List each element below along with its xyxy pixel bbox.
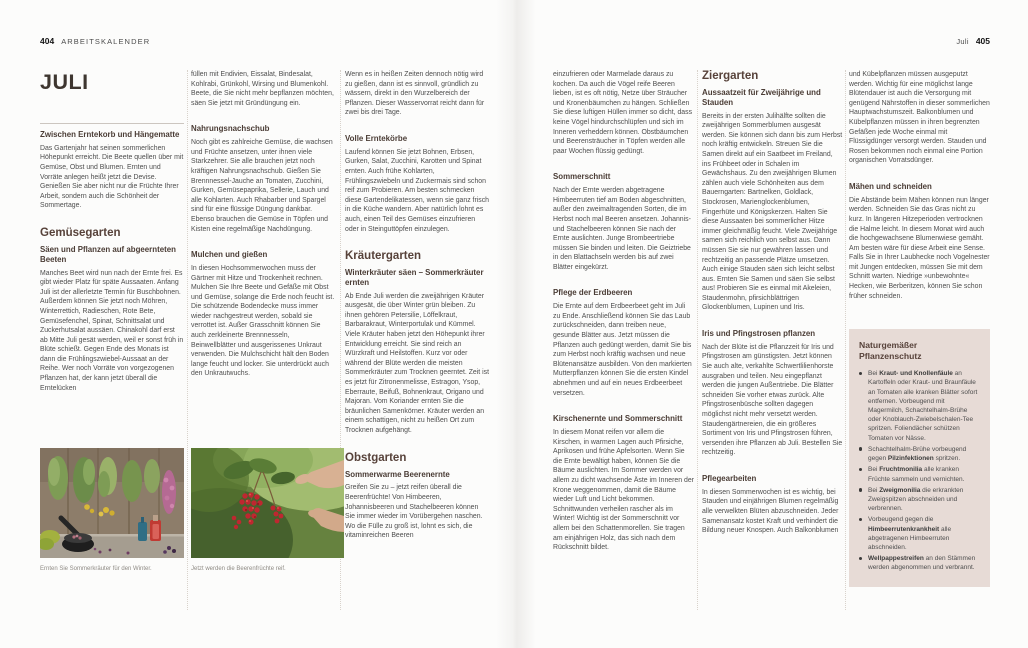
paragraph-giessen: Wenn es in heißen Zeiten dennoch nötig wird zu gießen, dann ist es sinnvoll, gründlich zu wässern, direkt in den Wurzelbereich der Pflanzen. Dieser Wasservorrat reicht dann für zwei bis drei Tage. <box>345 71 485 117</box>
paragraph-ernte: Laufend können Sie jetzt Bohnen, Erbsen, Gurken, Salat, Zucchini, Karotten und Spinat ernten. Auch frühe Kohlarten, Frühlingszwiebeln und Zuckermais sind schon reif zum Probieren. Am besten schmecken diese Gartendelikatessen, wenn sie ganz frisch in die Küche wandern. Aber natürlich lohnt es auch, einen Teil des Gemüses einzufrieren oder in Steinguttöpfen einzulegen. <box>345 148 490 233</box>
plant-protection-list <box>859 369 980 572</box>
plant-protection-item: Wellpappestreifen an den Stämmen werden abgenommen und verbrannt. <box>859 554 980 572</box>
subheading-saeen-pflanzen: Säen und Pflanzen auf abgeernteten Beeten <box>40 244 176 264</box>
paragraph-maehen: Die Abstände beim Mähen können nun länger werden. Schneiden Sie das Gras nicht zu kurz. In längeren Hitzeperioden vertrocknen die Halme leicht. In diesem Monat wird auch die hochgewachsene Blumenwiese gemäht. Am besten wäre für diese Arbeit eine Sense. Falls Sie in Ihrer Laubhecke noch Vogelnester mit Jungen entdecken, müssen Sie mit dem Schnitt warten. Niedrige »unbewohnte« Hecken, wie Berberitzen, können Sie schon früher schneiden. <box>849 196 990 300</box>
bullet-icon <box>859 372 862 375</box>
plant-protection-item: Bei Zweigmonilia die erkrankten Zweigspitzen abschneiden und verbrennen. <box>859 486 980 514</box>
column-3 <box>345 70 490 541</box>
month-title: JULI <box>40 70 89 94</box>
photo-caption-herbs: Ernten Sie Sommerkräuter für den Winter. <box>40 566 152 572</box>
subheading-winterkraeuter: Winterkräuter säen – Sommerkräuter ernten <box>345 268 484 287</box>
page-gutter <box>496 0 536 648</box>
column-5 <box>702 70 843 536</box>
bullet-icon <box>859 518 862 521</box>
plant-protection-title: Naturgemäßer Pflanzenschutz <box>859 340 922 361</box>
column-2 <box>191 70 335 379</box>
plant-protection-item: Schachtelhalm-Brühe vorbeugend gegen Pilzinfektionen spritzen. <box>859 445 980 463</box>
paragraph-kirschenernte: In diesem Monat reifen vor allem die Kirschen, in warmen Lagen auch Pfirsiche, Aprikosen und frühe Apfelsorten. Wenn Sie die Ernte bewältigt haben, können Sie die Bäume auslichten. Im Sommer werden vor allem zu dicht wachsende Äste im Inneren der Krone weggenommen, damit die Bäume wieder Luft und Licht bekommen. Schnittwunden verheilen rascher als im Winter! Wichtig ist der Sommerschnitt vor allem bei den Schattenmorellen. Sie tragen am einjährigen Holz, das sich nach dem Rückschnitt bildet. <box>553 429 694 552</box>
paragraph-nahrung: Noch gibt es zahlreiche Gemüse, die wachsen und Früchte ansetzen, unter ihnen viele Starkzehrer. Sie alle brauchen jetzt noch kräftigen Nahrungsnachschub. Gießen Sie Brennnessel-Jauche an Tomaten, Zucchini, Gurken, Gemüsepaprika, Sellerie, Lauch und alle Kohlarten. Auch Rhabarber und Spargel sind für eine flüssige Düngung dankbar. Ebenso brauchen die Gemüse in Töpfen und Kisten eine regelmäßige Nachdüngung. <box>191 139 333 233</box>
column-divider <box>845 70 846 610</box>
subheading-erdbeeren: Pflege der Erdbeeren <box>553 288 633 298</box>
subheading-maehen: Mähen und schneiden <box>849 181 932 191</box>
column-6 <box>849 70 990 587</box>
bullet-icon <box>859 557 862 560</box>
paragraph-sommerschnitt: Nach der Ernte werden abgetragene Himbeerruten tief am Boden abgeschnitten, außer den zweimaltragenden Sorten, die im Herbst noch mal Beeren ansetzen. Johannis- und Stachelbeeren können Sie nach der Ernte auslichten. Junge Brombeertriebe müssen Sie binden und leiten. Die Geiztriebe in den Blattachseln werden bis auf zwei Blätter eingekürzt. <box>553 187 691 271</box>
bullet-icon <box>859 488 862 491</box>
plant-protection-box <box>849 329 990 586</box>
column-4 <box>553 70 694 553</box>
photo-currant-harvest <box>191 448 344 558</box>
bullet-icon <box>859 468 862 471</box>
subheading-nahrungsnachschub: Nahrungsnachschub <box>191 124 270 134</box>
subheading-erntekoerbe: Volle Erntekörbe <box>345 133 408 143</box>
subheading-intro: Zwischen Erntekorb und Hängematte <box>40 123 184 140</box>
section-heading-gemuesegarten: Gemüsegarten <box>40 226 121 239</box>
column-divider <box>187 70 188 610</box>
subheading-iris-pfingstrosen: Iris und Pfingstrosen pflanzen <box>702 329 816 339</box>
section-heading-obstgarten: Obstgarten <box>345 451 407 464</box>
page-header-left <box>40 36 150 46</box>
paragraph-intro: Das Gartenjahr hat seinen sommerlichen Höhepunkt erreicht. Die Beete quellen über mit Gemüse, Obst und Blumen. Ernten und Vorräte anlegen heißt jetzt die Devise. Genießen Sie aber nicht nur die Früchte Ihrer Arbeit, sondern auch die Schönheit der Sommertage. <box>40 144 184 210</box>
paragraph-continuation: einzufrieren oder Marmelade daraus zu kochen. Da auch die Vögel reife Beeren lieben, ist es oft nötig, Netze über Sträucher und Kronenbäumchen zu hängen. Schließen Sie diese luftigen Hüllen immer so dicht, dass keine Vögel hindurchschlüpfen und sich im Inneren verheddern können. Obstbäumchen und Beerensträucher in Töpfen werden alle paar Wochen flüssig gedüngt. <box>553 71 693 155</box>
column-1 <box>40 70 184 393</box>
paragraph-pflegearbeiten: In diesen Sommerwochen ist es wichtig, bei Stauden und einjährigen Blumen regelmäßig alle verwelkten Blüten abzuschneiden. Jeder Samenansatz kostet Kraft und verhindert die Bildung neuer Knospen. Auch Balkonblumen <box>702 488 839 535</box>
page-header-right <box>956 36 990 46</box>
paragraph-saeen: Manches Beet wird nun nach der Ernte frei. Es gibt wieder Platz für späte Aussaaten. Anfang Juli ist der allerletzte Termin für Buschbohnen. Außerdem können Sie jetzt noch Möhren, Winterrettich, Radieschen, Rote Bete, Gemüsefenchel, Spinat, Schnittsalat und Zuckerhutsalat aussäen. Chinakohl darf erst ab Mitte Juli gesät werden, weil er sonst früh in Blüte schießt. Gegen Ende des Monats ist dann die Frühlingszwiebel-Aussaat an der Reihe. Wer noch Vorräte von vorgezogenen Pflanzen hat, der kann jetzt überall die Erntelücken <box>40 269 184 392</box>
paragraph-beerenernte: Greifen Sie zu – jetzt reifen überall die Beerenfrüchte! Von Himbeeren, Johannisbeeren und Stachelbeeren können Sie immer wieder im Vorübergehen naschen. Wo die Fülle zu groß ist, lohnt es sich, die vitaminreichen Beeren <box>345 484 483 540</box>
subheading-mulchen: Mulchen und gießen <box>191 250 268 260</box>
page-number-left: 404 <box>40 36 55 46</box>
paragraph-erdbeeren: Die Ernte auf dem Erdbeerbeet geht im Juli zu Ende. Anschließend können Sie das Laub zurückschneiden, dann treiben neue, gesunde Blätter aus. Jetzt müssen die Pflanzen auch gedüngt werden, damit Sie bis zum Herbst noch kräftig wachsen und neue Blütenansätze ausbilden. Von den markierten Mutterpflanzen können Sie die ersten Kindel abnehmen und auf ein neues Erdbeerbeet versetzen. <box>553 303 692 397</box>
plant-protection-item: Bei Kraut- und Knollenfäule an Kartoffeln oder Kraut- und Braunfäule an Tomaten alle kranken Blätter sofort entfernen. Vorbeugend mit Magermilch, Schachtelhalm-Brühe oder Knoblauch-Zwiebelschalen-Tee spritzen. Foliendächer schützen Tomaten vor Nässe. <box>859 369 980 443</box>
photo-dried-herbs <box>40 448 184 558</box>
subheading-beerenernte: Sommerwarme Beerenernte <box>345 469 450 479</box>
paragraph-continuation: und Kübelpflanzen müssen ausgeputzt werden. Wichtig für eine möglichst lange Blütendauer ist auch die Versorgung mit genügend Nährstoffen in dieser sommerlichen Hauptwachstumszeit. Balkonblumen und Kübelpflanzen müssen in ihren begrenzten Gefäßen jede Woche einmal mit Flüssigdünger versorgt werden. Stauden und Rosen bekommen noch einmal eine Portion organischen Vorratsdünger. <box>849 71 990 165</box>
subheading-aussaatzeit: Aussaatzeit für Zweijährige und Stauden <box>702 88 821 107</box>
paragraph-iris-pfingstrosen: Nach der Blüte ist die Pflanzzeit für Iris und Pfingstrosen am günstigsten. Jetzt können Sie auch alte, verkahlte Schwertlilienhorste ausgraben und teilen. Neu eingepflanzt werden die jungen Außentriebe. Die Blätter schneiden Sie vorher etwas zurück. Alte Pfingstrosenbüsche sollten dagegen möglichst nicht mehr versetzt werden. Staudengärtnereien, die ein größeres Sortiment von Iris und Pfingstrosen führen, versenden ihre Pflanzen ab Juli. Bestellen Sie rechtzeitig. <box>702 343 843 457</box>
photo-caption-currants: Jetzt werden die Beerenfrüchte reif. <box>191 566 286 572</box>
paragraph-aussaatzeit: Bereits in der ersten Julihälfte sollten die zweijährigen Sommerblumen ausgesät werden. Sie können sich dann bis zum Herbst noch kräftig entwickeln. Streuen Sie die Samen direkt auf ein Saatbeet im Freiland, ins Frühbeet oder in Schalen im Gewächshaus. Zu den zweijährigen Blumen zählen auch viele Schönheiten aus dem Bauerngarten: Bartnelken, Goldlack, Stockrosen, Marienglockenblumen, Fingerhüte und Königskerzen. Halten Sie diese Aussaaten bei sommerlicher Hitze immer gleichmäßig feucht. Viele Zweijährige samen sich reichlich von selbst aus. Dann müssen Sie sie nur gewähren lassen und rechtzeitig an passende Plätze umsetzen. Auch einige Stauden säen sich leicht selbst aus. Ernten Sie Samen und säen Sie selbst aus! Probieren Sie es einmal mit Akeleien, Staudenmohn, pfirsichblättrigen Glockenblumen, Lupinen und Iris. <box>702 112 843 312</box>
section-heading-kraeutergarten: Kräutergarten <box>345 250 422 263</box>
month-label: Juli <box>956 37 969 46</box>
page-number-right: 405 <box>975 36 990 46</box>
column-divider <box>697 70 698 610</box>
plant-protection-item: Bei Fruchtmonilia alle kranken Früchte sammeln und vernichten. <box>859 465 980 483</box>
paragraph-mulchen: In diesen Hochsommerwochen muss der Gärtner mit Hitze und Trockenheit rechnen. Mulchen Sie Ihre Beete und Gefäße mit Obst und Gemüse, solange die Erde noch feucht ist. Die schützende Bodendecke muss immer wieder nachgestreut werden, sobald sie verrottet ist. Außer Grasschnitt können Sie auch zerkleinerte Brennnesseln, Beinwellblätter und ausgerissenes Unkraut verwenden. Die Mulchschicht hält den Boden lange feucht und locker. Sie unterdrückt auch den Unkrautwuchs. <box>191 264 335 378</box>
paragraph-continuation: füllen mit Endivien, Eissalat, Bindesalat, Kohlrabi, Grünkohl, Wirsing und Blumenkohl. Beete, die Sie nicht mehr bepflanzen möchten, säen Sie jetzt mit Gründüngung ein. <box>191 71 334 107</box>
subheading-kirschenernte: Kirschenernte und Sommerschnitt <box>553 414 683 424</box>
chapter-label: ARBEITSKALENDER <box>61 37 151 46</box>
bullet-icon <box>859 447 862 450</box>
section-heading-ziergarten: Ziergarten <box>702 70 759 82</box>
subheading-pflegearbeiten: Pflegearbeiten <box>702 473 757 483</box>
plant-protection-item: Vorbeugend gegen die Himbeerrutenkrankheit alle abgetragenen Himbeerruten abschneiden. <box>859 515 980 552</box>
subheading-sommerschnitt: Sommerschnitt <box>553 172 611 182</box>
paragraph-winterkraeuter: Ab Ende Juli werden die zweijährigen Kräuter ausgesät, die über Winter grün bleiben. Zu ihnen gehören Petersilie, Löffelkraut, Barbarakraut, Winterportulak und Kümmel. Viele Kräuter haben jetzt den Höhepunkt ihrer Entwicklung erreicht. Sie sind reich an Würzkraft und Heilstoffen. Kurz vor oder während der Blüte werden die meisten Sommerkräuter zum Trocknen geerntet. Zeit ist es jetzt für Zitronenmelisse, Estragon, Ysop, Eberraute, Beifuß, Bohnenkraut, Origano und Majoran. Vom Koriander ernten Sie die bräunlichen Samenkörner. Kräuter werden an einem schattigen, nicht zu heißen Ort zum Trocknen aufgehängt. <box>345 292 489 435</box>
